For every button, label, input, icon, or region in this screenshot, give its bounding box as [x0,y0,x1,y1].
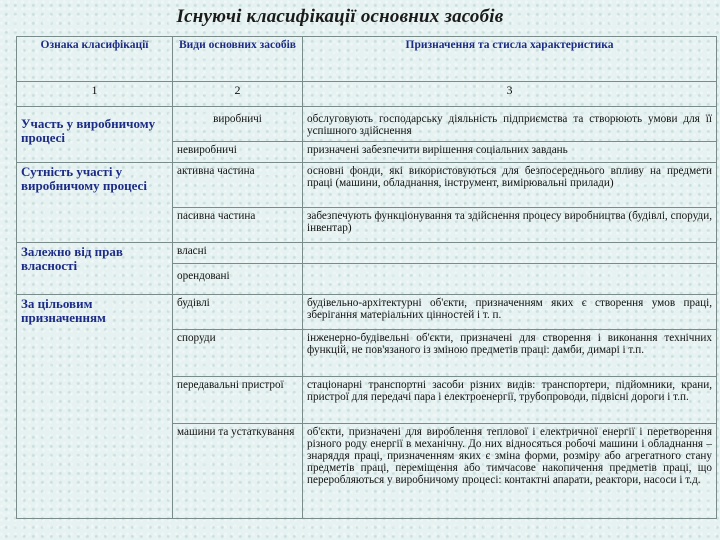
asset-description [303,243,717,264]
asset-description: інженерно-будівельні об'єкти, призначені для створення і виконання технічних функцій, не пов'язаного із зміною предметів праці: дамби, димарі і т.п. [303,330,717,377]
asset-description: об'єкти, призначені для вироблення теплової і електричної енергії і перетворення різного роду енергії в механічну. До них відносяться робочі машини і обладнання – знаряддя праці, призначенням яких є зміна форми, розміру або агрегатного стану предметів праці, переміщення або тимчасове накопичення предметів праці, що переробляються у виробничому процесі: контактні апарати, реактори, насоси і т.д. [303,424,717,519]
header-asset-types: Види основних засобів [173,37,303,82]
asset-type: будівлі [173,295,303,330]
group-purpose: За цільовим призначенням [17,295,173,519]
table-row [17,163,717,208]
page-title: Існуючі класифікації основних засобів [176,6,504,27]
asset-type: пасивна частина [173,208,303,243]
table-row [17,243,717,264]
asset-type: невиробничі [173,142,303,163]
asset-description: основні фонди, які використовуються для безпосереднього впливу на предмети праці (машини, обладнання, інструмент, вимірювальні прилади) [303,163,717,208]
asset-type: власні [173,243,303,264]
classification-table [16,36,717,519]
table-row [17,295,717,330]
asset-description: будівельно-архітектурні об'єкти, призначенням яких є створення умов праці, зберігання матеріальних цінностей і т. п. [303,295,717,330]
group-essence-of-participation: Сутність участі у виробничому процесі [17,163,173,243]
asset-type: активна частина [173,163,303,208]
group-ownership-rights: Залежно від прав власності [17,243,173,295]
asset-description: призначені забезпечити вирішення соціальних завдань [303,142,717,163]
asset-description: забезпечують функціонування та здійснення процесу виробництва (будівлі, споруди, інвентар) [303,208,717,243]
asset-type: орендовані [173,264,303,295]
header-classification-sign: Ознака класифікації [17,37,173,82]
asset-type: машини та устаткування [173,424,303,519]
asset-description [303,264,717,295]
asset-description: стаціонарні транспортні засоби різних видів: транспортери, підйомники, крани, пристрої для передачі пара і електроенергії, трубопроводи, підвісні дороги і т.п. [303,377,717,424]
column-number-3: 3 [303,82,717,107]
table-header-row [17,37,717,82]
column-number-row [17,82,717,107]
asset-description: обслуговують господарську діяльність підприємства та створюють умови для її успішного здійснення [303,107,717,142]
table-row [17,107,717,142]
header-purpose: Призначення та стисла характеристика [303,37,717,82]
asset-type: виробничі [173,107,303,142]
group-participation: Участь у виробничому процесі [17,107,173,163]
column-number-2: 2 [173,82,303,107]
asset-type: споруди [173,330,303,377]
column-number-1: 1 [17,82,173,107]
asset-type: передавальні пристрої [173,377,303,424]
